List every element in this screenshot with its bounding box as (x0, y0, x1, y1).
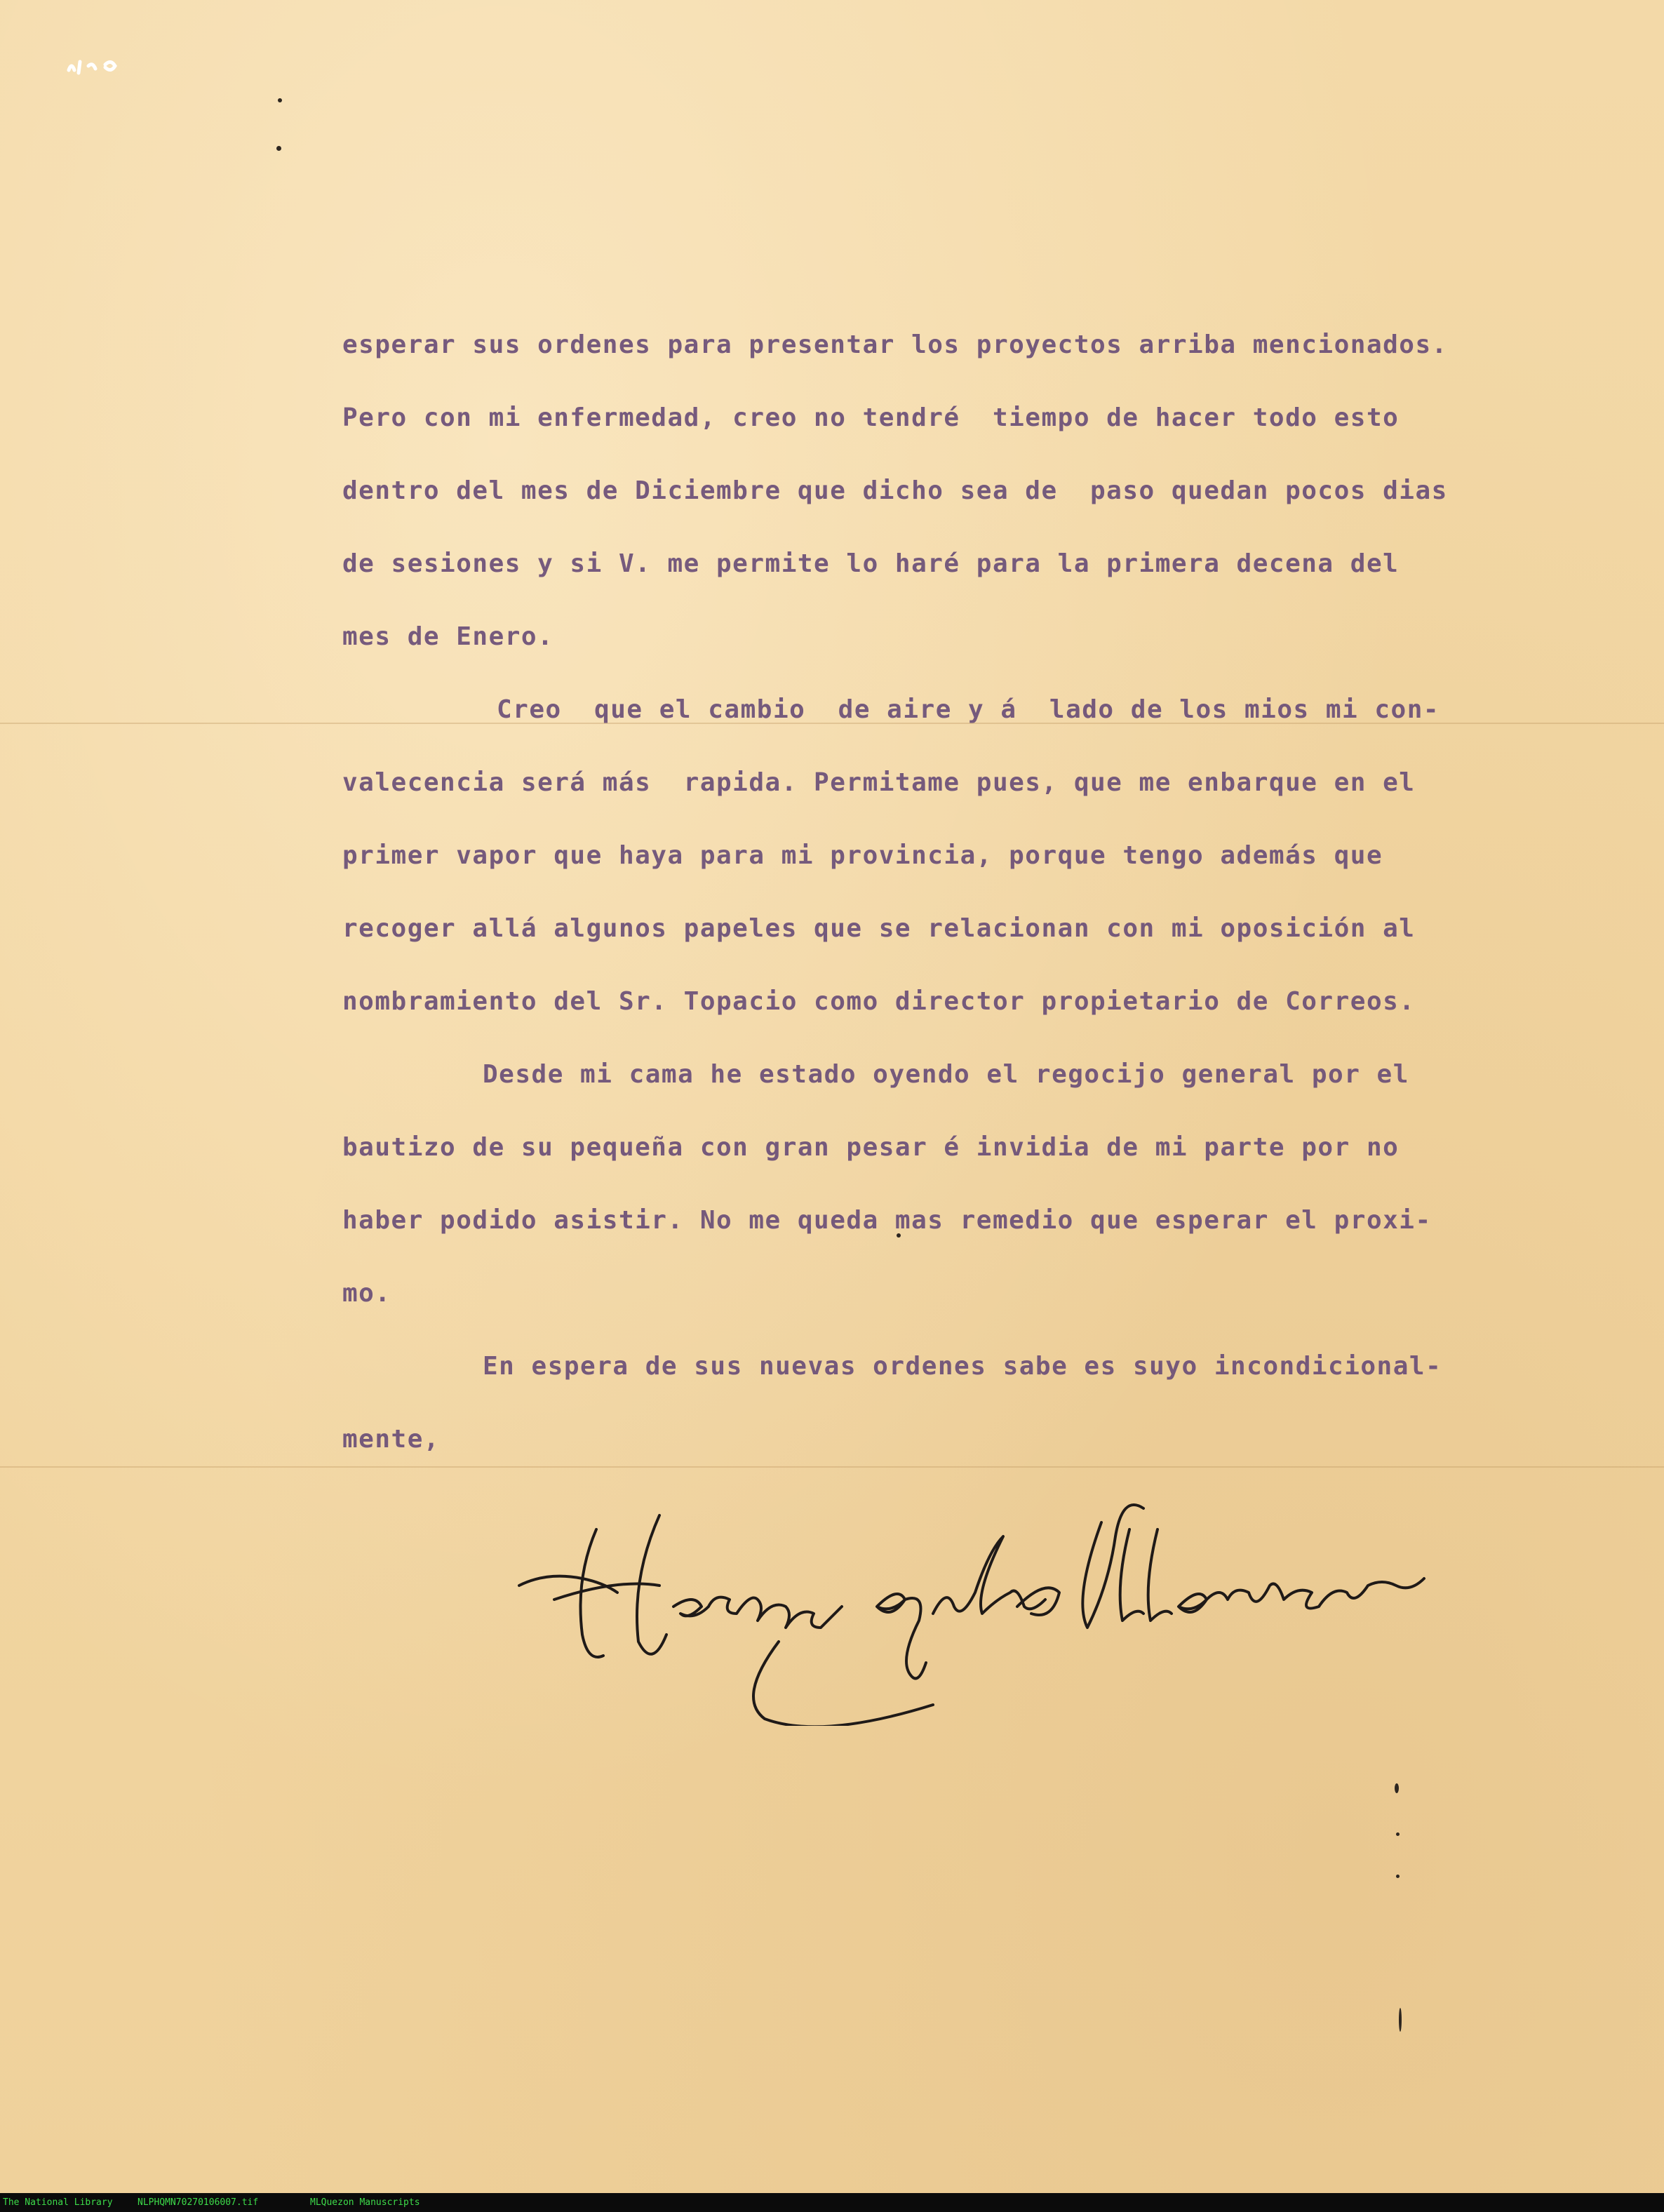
letter-line: nombramiento del Sr. Topacio como director propietario de Correos. (342, 987, 1416, 1016)
letter-line: Pero con mi enfermedad, creo no tendré tiempo de hacer todo esto (342, 403, 1400, 432)
letter-line: recoger allá algunos papeles que se relacionan con mi oposición al (342, 914, 1416, 943)
letter-line: mo. (342, 1279, 391, 1308)
paper-speck (1399, 2008, 1402, 2032)
letter-line: dentro del mes de Diciembre que dicho sea de paso quedan pocos dias (342, 476, 1448, 505)
paper-speck (278, 98, 282, 102)
letter-line: Desde mi cama he estado oyendo el regocijo general por el (483, 1060, 1409, 1089)
footer-filename: NLPHQMN70270106007.tif (137, 2197, 259, 2208)
letter-line: Creo que el cambio de aire y á lado de los mios mi con- (497, 695, 1440, 724)
letter-line: mente, (342, 1425, 441, 1454)
handwritten-signature (512, 1501, 1480, 1726)
handwritten-corner-mark (65, 56, 156, 77)
paper-speck (1395, 1783, 1399, 1793)
paper-speck (276, 146, 281, 151)
footer-library: The National Library (3, 2197, 113, 2208)
archive-footer (0, 2193, 1664, 2212)
letter-line: valecencia será más rapida. Permitame pues, que me enbarque en el (342, 768, 1416, 797)
letter-body (342, 309, 1563, 1476)
letter-line: En espera de sus nuevas ordenes sabe es suyo incondicional- (483, 1352, 1442, 1381)
letter-line: bautizo de su pequeña con gran pesar é invidia de mi parte por no (342, 1133, 1400, 1162)
paper-speck (1396, 1832, 1400, 1836)
letter-line: de sesiones y si V. me permite lo haré para la primera decena del (342, 549, 1400, 578)
paper-speck (1396, 1875, 1400, 1878)
footer-collection: MLQuezon Manuscripts (310, 2197, 420, 2208)
letter-line: haber podido asistir. No me queda mas remedio que esperar el proxi- (342, 1206, 1432, 1235)
letter-line: primer vapor que haya para mi provincia, porque tengo además que (342, 841, 1383, 870)
letter-line: esperar sus ordenes para presentar los proyectos arriba mencionados. (342, 330, 1448, 359)
letter-line: mes de Enero. (342, 622, 554, 651)
